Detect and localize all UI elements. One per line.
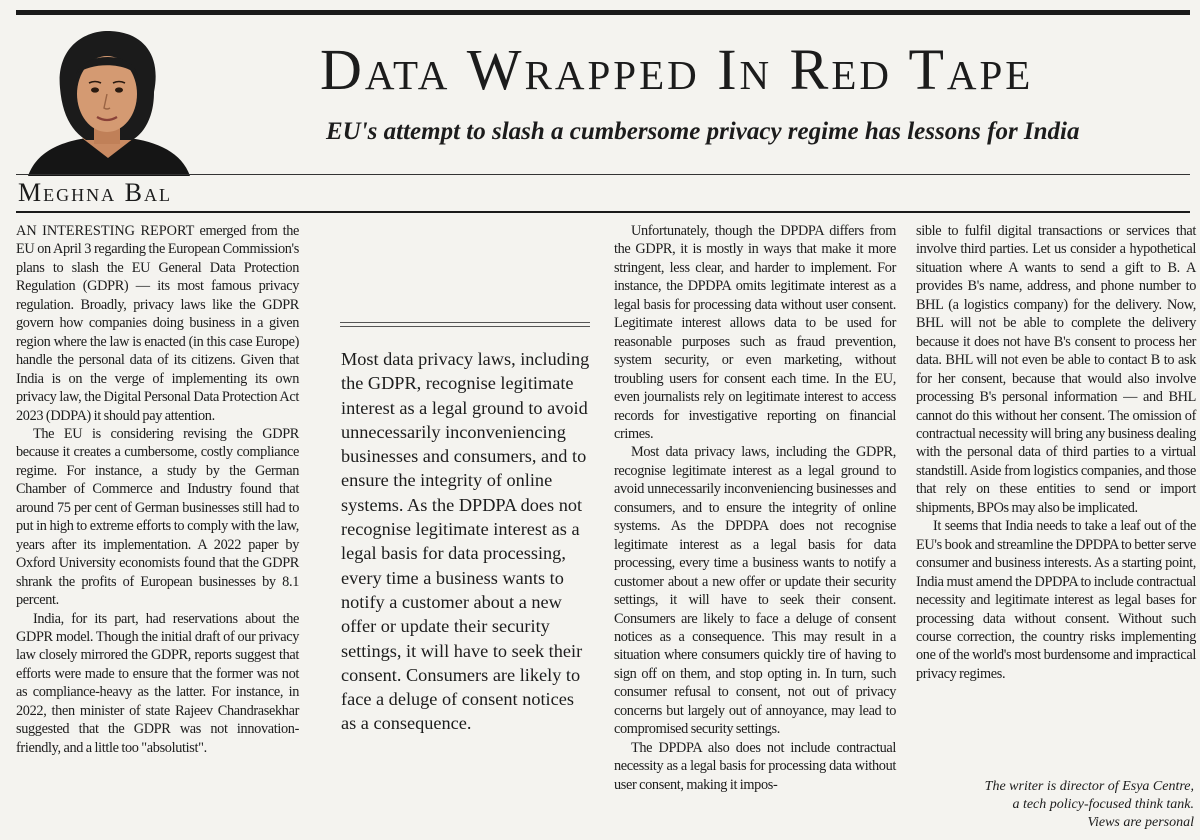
signoff-line: Views are personal	[1087, 815, 1194, 830]
paragraph-text: emerged from the EU on April 3 regarding the European Commission's plans to slash the EU General Data Protection Regulation (GDPR) — its most famous privacy regulation. Broadly, privacy laws like the GDPR govern how companies doing business in a given region where the law is enacted (in this case Europe) handle the personal data of its citizens. Given that India is on the verge of implementing its own privacy law, the Digital Personal Data Protection Act 2023 (DDPA) it should pay attention.	[16, 223, 299, 424]
paragraph	[16, 222, 299, 425]
pullquote-rule	[340, 322, 590, 323]
column-4	[916, 222, 1196, 683]
signoff-line: The writer is director of Esya Centre,	[984, 779, 1194, 794]
paragraph: Unfortunately, though the DPDPA differs from the GDPR, it is mostly in ways that make it more stringent, less clear, and harder to implement. For instance, the DPDPA omits legitimate interest as a legal basis for processing data without user consent. Legitimate interest allows data to be used for reasonable purposes such as fraud prevention, system security, or even marketing, without troubling users for consent each time. In the EU, even journalists rely on legitimate interest to access records for investigative reporting on financial crimes.	[614, 223, 896, 442]
signoff-line: a tech policy-focused think tank.	[1012, 797, 1194, 812]
author-portrait-face	[60, 31, 156, 144]
paragraph: The EU is considering revising the GDPR because it creates a cumbersome, costly compliance regime. For instance, a study by the German Chamber of Commerce and Industry found that around 75 per cent of German businesses still had to put in high to extreme efforts to comply with the law, years after its implementation. A 2022 paper by Oxford University economists found that the GDPR shrank the profits of European businesses by 8.1 percent.	[16, 425, 299, 609]
top-rule	[16, 10, 1190, 15]
author-signoff	[916, 778, 1194, 832]
pullquote-rule	[340, 326, 590, 327]
paragraph: Most data privacy laws, including the GDPR, recognise legitimate interest as a legal ground to avoid unnecessarily inconveniencing businesses and consumers, and to ensure the integrity of online systems. As the DPDPA does not recognise legitimate interest as a legal basis for data processing, every time a business wants to notify a customer about a new offer or update their security settings, it will have to seek their consent. Consumers are likely to face a deluge of consent notices as a consequence. This may result in a situation where consumers quickly tire of having to sign off on them, and stop opting in. In turn, such consumer refusal to consent, not out of privacy concerns but largely out of annoyance, may lead to compromised security settings.	[614, 444, 896, 738]
pullquote: Most data privacy laws, including the GDPR, recognise legitimate interest as a legal ground to avoid unnecessarily inconveniencing businesses and consumers, and to ensure the integrity of online systems. As the DPDPA does not recognise legitimate interest as a legal basis for data processing, every time a business wants to notify a customer about a new offer or update their security settings, it will have to seek their consent. Consumers are likely to face a deluge of consent notices as a consequence.	[341, 349, 590, 734]
paragraph: It seems that India needs to take a leaf out of the EU's book and streamline the DPDPA to better serve consumer and business interests. As a starting point, India must amend the DPDPA to include contractual necessity and legitimate interest as legal bases for processing data without consent. Without such course correction, the country risks implementing one of the world's most burdensome and impractical privacy regimes.	[916, 518, 1196, 682]
lead-in: AN INTERESTING REPORT	[16, 223, 195, 239]
author-portrait	[20, 26, 195, 176]
column-1	[16, 222, 299, 757]
byline-rule	[16, 211, 1190, 213]
byline: Meghna Bal	[18, 178, 172, 207]
deck-subheadline: EU's attempt to slash a cumbersome privacy regime has lessons for India	[326, 118, 1080, 145]
paragraph: India, for its part, had reservations about the GDPR model. Though the initial draft of our privacy law closely mirrored the GDPR, reports suggest that efforts were made to ensure that the former was not as compliance-heavy as the latter. For instance, in 2022, then minister of state Rajeev Chandrasekhar suggested that the GDPR was not innovation-friendly, and a little too "absolutist".	[16, 610, 299, 756]
column-3	[614, 222, 896, 794]
headline: Data Wrapped In Red Tape	[320, 37, 1034, 102]
paragraph: The DPDPA also does not include contractual necessity as a legal basis for processing data without user consent, making it impos-	[614, 739, 896, 793]
paragraph: sible to fulfil digital transactions or services that involve third parties. Let us consider a hypothetical situation where A wants to send a gift to B. A provides B's name, address, and phone number to BHL (a logistics company) for the delivery. Now, BHL will not be able to complete the delivery because it does not have B's consent to process her data. BHL will not even be able to contact B to ask for her consent, because that would also involve processing B's personal information — and BHL cannot do this without her consent. The omission of contractual necessity will bring any business dealing with the personal data of third parties to a virtual standstill. Aside from logistics companies, and those that rely on these entities to send or import shipments, BPOs may also be implicated.	[916, 223, 1196, 516]
author-rule	[16, 174, 1190, 175]
